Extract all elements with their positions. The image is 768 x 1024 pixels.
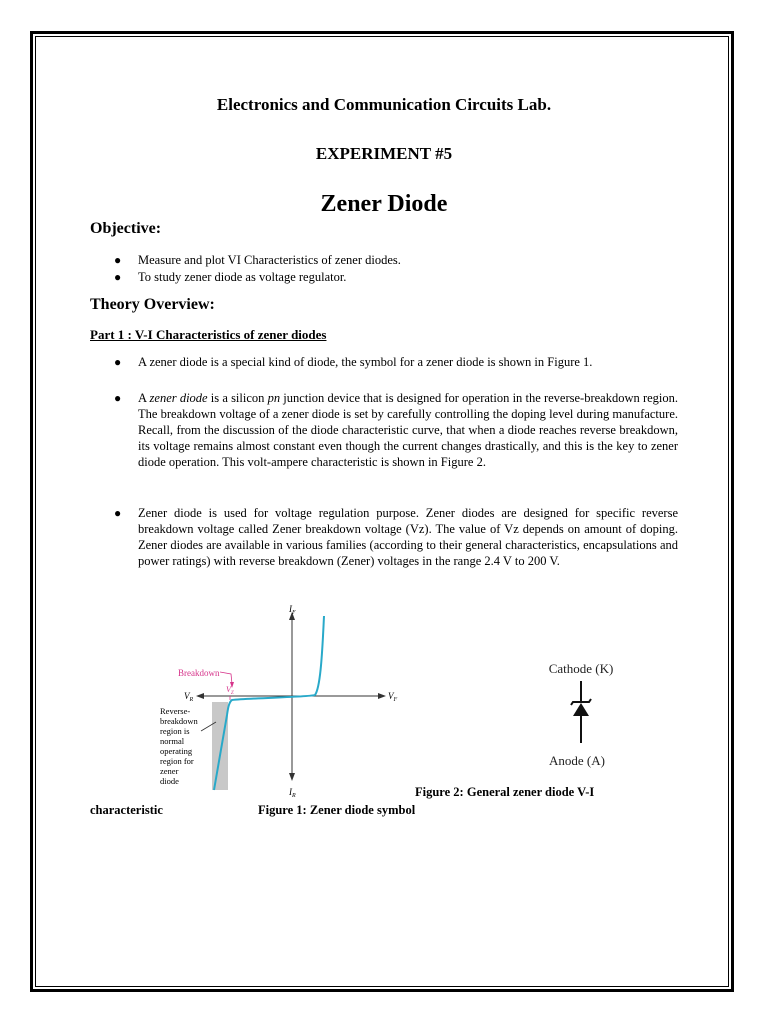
- axis-label-vf: $V_F$: [388, 691, 398, 703]
- objective-item-2: To study zener diode as voltage regulator.: [138, 270, 347, 284]
- theory-heading: Theory Overview:: [90, 296, 215, 313]
- arrow-down-icon: [289, 773, 295, 781]
- region-line: breakdown: [160, 716, 198, 726]
- objective-item-1: Measure and plot VI Characteristics of zener diodes.: [138, 253, 401, 267]
- list-item: [114, 269, 347, 285]
- theory-bullet-2-mid: is a silicon: [207, 391, 268, 405]
- bullet-icon: ●: [114, 253, 122, 267]
- axis-label-if: $I_F$: [289, 604, 296, 616]
- vi-curve: [214, 616, 324, 790]
- bullet-icon: ●: [114, 270, 122, 284]
- theory-bullet-2-pre: A: [138, 391, 150, 405]
- vz-label: $V_Z$: [226, 685, 234, 696]
- theory-bullet-2-em1: zener diode: [149, 391, 208, 405]
- region-line: region is: [160, 726, 190, 736]
- breakdown-region-shade: [212, 702, 228, 790]
- zener-symbol-figure: [515, 655, 645, 770]
- bullet-icon: ●: [114, 355, 122, 369]
- region-line: operating: [160, 746, 193, 756]
- breakdown-label: Breakdown: [178, 668, 220, 678]
- region-line: region for: [160, 756, 194, 766]
- region-line: normal: [160, 736, 185, 746]
- page-title: Zener Diode: [320, 191, 448, 217]
- theory-bullet-2-post: junction device that is designed for operation in the reverse-breakdown region. The breakdown voltage of a zener diode is set by carefully controlling the doping level during manufacture. Recall, from the discussion of the diode characteristic curve, that when a diode reaches reverse breakdown, its voltage remains almost constant even though the current changes drastically, and this is the key to zener diode operation. This volt-ampere characteristic is shown in Figure 2.: [138, 391, 678, 469]
- objective-heading: Objective:: [90, 220, 162, 237]
- figure-1-caption: Figure 1: Zener diode symbol: [258, 803, 416, 817]
- part1-heading: Part 1 : V-I Characteristics of zener diodes: [90, 327, 327, 342]
- arrow-left-icon: [196, 693, 204, 699]
- arrow-right-icon: [378, 693, 386, 699]
- experiment-number: EXPERIMENT #5: [315, 144, 453, 163]
- region-line: diode: [160, 776, 179, 786]
- list-item: [114, 505, 678, 569]
- cathode-label: Cathode (K): [548, 661, 614, 676]
- region-description: [160, 706, 199, 786]
- axis-label-vr: $V_R$: [184, 691, 194, 703]
- list-item: [114, 252, 401, 268]
- bullet-icon: ●: [114, 391, 122, 405]
- region-line: Reverse-: [160, 706, 191, 716]
- figure-2-caption: Figure 2: General zener diode V-I: [415, 785, 595, 799]
- theory-bullet-3: Zener diode is used for voltage regulation purpose. Zener diodes are designed for specific reverse breakdown voltage called Zener breakdown voltage (Vz). The value of Vz depends on amount of doping. Zener diodes are available in various families (according to their general characteristics, encapsulations and power ratings) with reverse breakdown (Zener) voltages in the range 2.4 V to 200 V.: [138, 506, 678, 568]
- region-line: zener: [160, 766, 179, 776]
- vi-characteristic-figure: [150, 600, 420, 800]
- diode-triangle-icon: [573, 703, 589, 716]
- theory-bullet-2-em2: pn: [267, 391, 281, 405]
- anode-label: Anode (A): [549, 753, 605, 768]
- list-item: [114, 390, 678, 470]
- lab-title: Electronics and Communication Circuits Lab.: [216, 95, 552, 114]
- axis-label-ir: $I_R$: [289, 787, 296, 799]
- list-item: [114, 354, 678, 370]
- bullet-icon: ●: [114, 506, 122, 520]
- theory-bullet-1: A zener diode is a special kind of diode, the symbol for a zener diode is shown in Figure 1.: [138, 355, 593, 369]
- figure-2-caption-continued: characteristic: [90, 803, 163, 817]
